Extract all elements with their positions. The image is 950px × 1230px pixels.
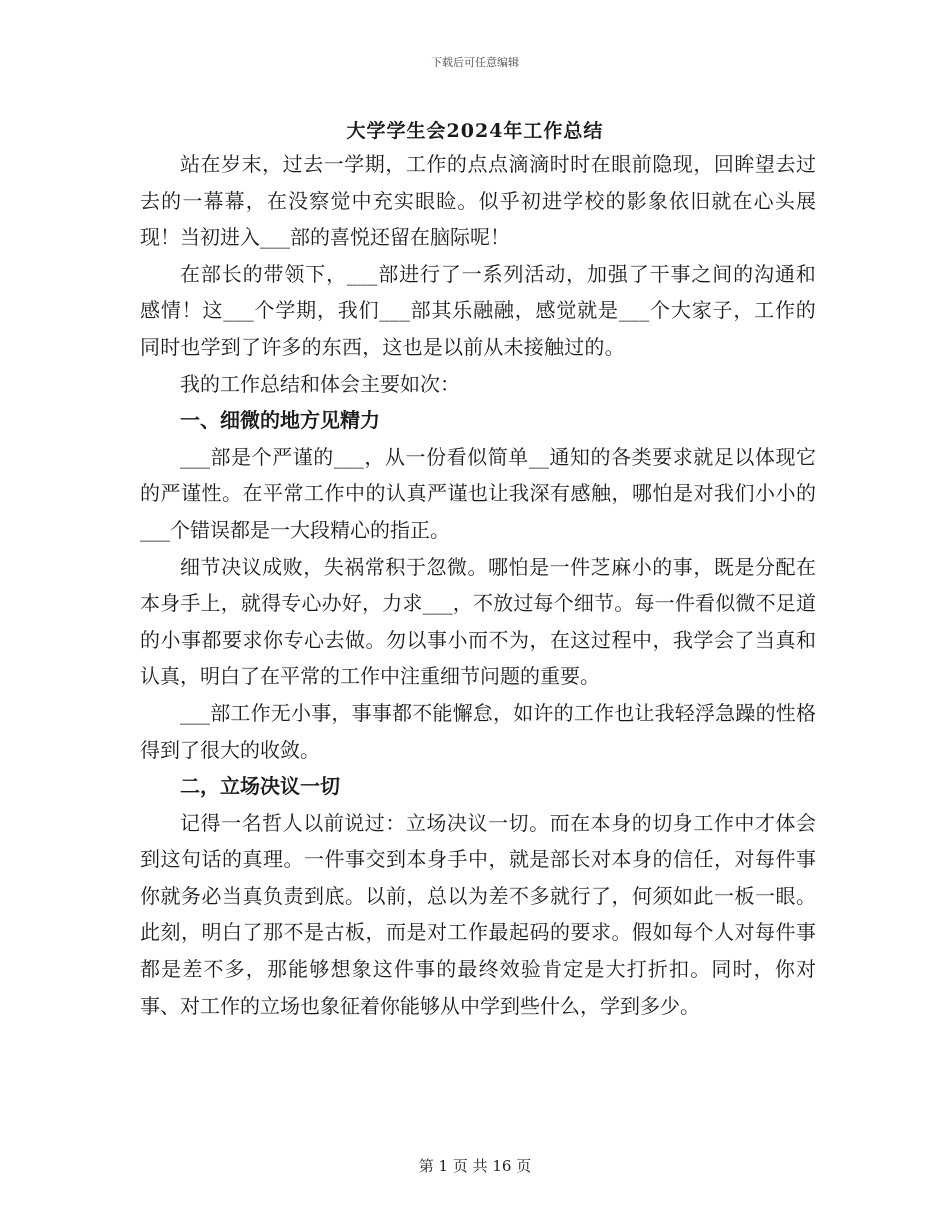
intro-paragraph-2: 在部长的带领下，___部进行了一系列活动，加强了干事之间的沟通和感情！这___个学期，我们___部其乐融融，感觉就是___个大家子，工作的同时也学到了许多的东西，这也是以前从未接触过的。 <box>140 261 816 359</box>
page-number-footer: 第 1 页 共 16 页 <box>418 1157 532 1175</box>
section-2-heading: 二，立场决议一切 <box>180 774 340 799</box>
intro-paragraph-3: 我的工作总结和体会主要如次： <box>180 371 460 396</box>
document-body <box>140 146 816 1024</box>
section-1-paragraph-2: 细节决议成败，失祸常积于忽微。哪怕是一件芝麻小的事，既是分配在本身手上，就得专心办好，力求___，不放过每个细节。每一件看似微不足道的小事都要求你专心去做。勿以事小而不为，在这过程中，我学会了当真和认真，明白了在平常的工作中注重细节问题的重要。 <box>140 554 816 689</box>
intro-paragraph-1: 站在岁末，过去一学期，工作的点点滴滴时时在眼前隐现，回眸望去过去的一幕幕，在没察觉中充实眼睑。似乎初进学校的影象依旧就在心头展现！当初进入___部的喜悦还留在脑际呢！ <box>140 152 816 250</box>
page-header-note: 下载后可任意编辑 <box>431 56 519 69</box>
section-2-paragraph-1: 记得一名哲人以前说过：立场决议一切。而在本身的切身工作中才体会到这句话的真理。一件事交到本身手中，就是部长对本身的信任，对每件事你就务必当真负责到底。以前，总以为差不多就行了，何须如此一板一眼。此刻，明白了那不是古板，而是对工作最起码的要求。假如每个人对每件事都是差不多，那能够想象这件事的最终效验肯定是大打折扣。同时，你对事、对工作的立场也象征着你能够从中学到些什么，学到多少。 <box>140 810 816 1018</box>
document-title: 大学学生会2024年工作总结 <box>346 120 604 142</box>
section-1-paragraph-3: ___部工作无小事，事事都不能懈怠，如许的工作也让我轻浮急躁的性格得到了很大的收敛。 <box>140 700 816 762</box>
section-1-heading: 一、细微的地方见精力 <box>180 408 380 433</box>
section-1-paragraph-1: ___部是个严谨的___，从一份看似简单__通知的各类要求就足以体现它的严谨性。在平常工作中的认真严谨也让我深有感触，哪怕是对我们小小的___个错误都是一大段精心的指正。 <box>140 444 816 542</box>
